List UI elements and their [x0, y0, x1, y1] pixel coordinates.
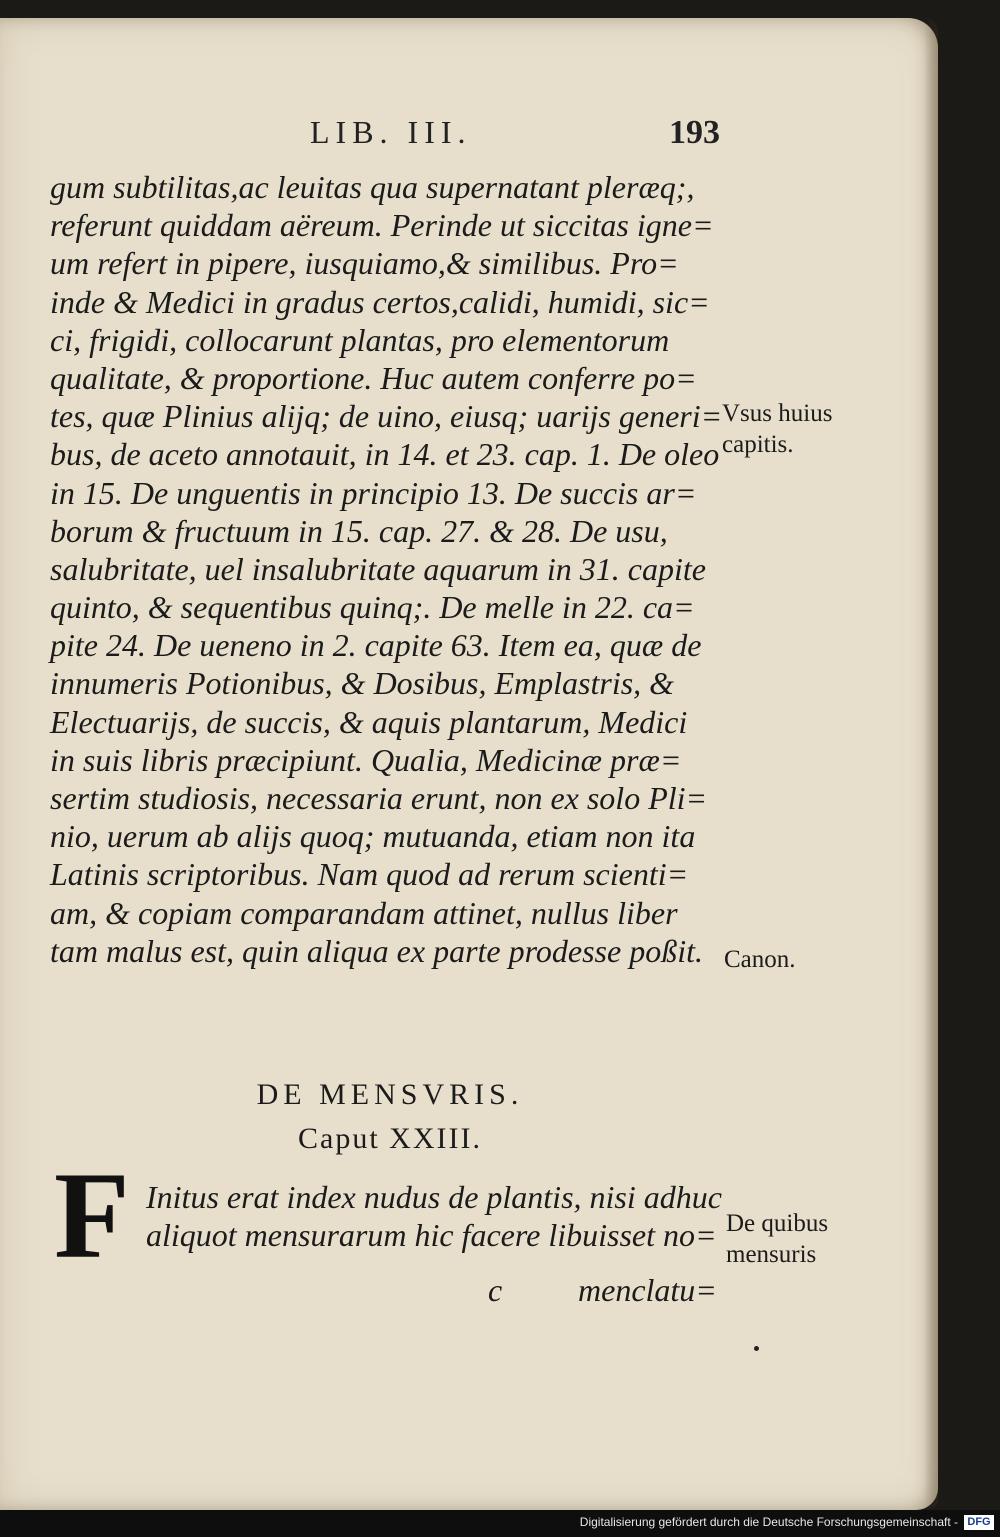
text-line: ci, frigidi, collocarunt plantas, pro elementorum — [50, 321, 670, 358]
signature-mark: c — [488, 1272, 503, 1308]
text-line: tam malus est, quin aliqua ex parte prodesse poßit. — [50, 932, 703, 969]
text-line: um refert in pipere, iusquiamo,& similibus. Pro= — [50, 245, 679, 282]
marginal-note-line: Vsus huius — [722, 400, 833, 427]
text-line: bus, de aceto annotauit, in 14. et 23. cap. 1. De oleo — [50, 436, 720, 473]
marginal-note-line: De quibus — [726, 1210, 829, 1237]
text-line: qualitate, & proportione. Huc autem conferre po= — [50, 359, 697, 396]
text-line: in suis libris præcipiunt. Qualia, Medicinæ præ= — [50, 741, 682, 778]
text-line: aliquot mensurarum hic facere libuisset no= — [146, 1217, 717, 1253]
text-line: am, & copiam comparandam attinet, nullus liber — [50, 894, 678, 931]
chapter-title: DE MENSVRIS. — [256, 1078, 524, 1111]
text-line: quinto, & sequentibus quinq;. De melle in 22. ca= — [50, 589, 695, 626]
text-line: borum & fructuum in 15. cap. 27. & 28. De usu, — [50, 512, 668, 549]
marginal-note-usus — [722, 398, 832, 460]
dfg-logo: DFG — [964, 1515, 994, 1530]
text-line: nio, uerum ab alijs quoq; mutuanda, etiam non ita — [50, 818, 696, 855]
text-line: referunt quiddam aëreum. Perinde ut siccitas igne= — [50, 207, 714, 244]
running-title: LIB. III. — [310, 114, 472, 150]
text-line: tes, quæ Plinius alijq; de uino, eiusq; uarijs generi= — [50, 398, 723, 435]
ink-dot — [754, 1346, 759, 1351]
digitization-footer — [0, 1510, 1000, 1537]
running-head — [310, 114, 720, 158]
page-number: 193 — [669, 114, 720, 151]
footer-credit: Digitalisierung gefördert durch die Deutsche Forschungsgemeinschaft - — [579, 1515, 958, 1529]
text-line: sertim studiosis, necessaria erunt, non ex solo Pli= — [50, 780, 708, 816]
chapter-text — [146, 1178, 726, 1254]
text-line: Electuarijs, de succis, & aquis plantarum, Medici — [50, 703, 688, 740]
marginal-note-line: Canon. — [724, 946, 796, 973]
page-edge-shadow — [924, 18, 938, 1510]
text-line: innumeris Potionibus, & Dosibus, Emplastris, & — [50, 665, 675, 702]
text-line: inde & Medici in gradus certos,calidi, humidi, sic= — [50, 283, 710, 320]
text-line: Latinis scriptoribus. Nam quod ad rerum scienti= — [50, 856, 689, 893]
text-line: Initus erat index nudus de plantis, nisi adhuc — [146, 1179, 722, 1215]
body-text — [50, 168, 730, 970]
chapter-number: Caput XXIII. — [298, 1122, 482, 1155]
text-line: gum subtilitas,ac leuitas qua supernatant pleræq;, — [50, 169, 695, 205]
text-line: in 15. De unguentis in principio 13. De succis ar= — [50, 474, 697, 511]
text-line: pite 24. De ueneno in 2. capite 63. Item ea, quæ de — [50, 627, 702, 664]
marginal-note-mensuris — [726, 1208, 828, 1270]
marginal-note-line: mensuris — [726, 1241, 817, 1268]
book-page — [0, 18, 938, 1510]
drop-cap-initial: F — [54, 1147, 130, 1284]
marginal-note-line: capitis. — [722, 431, 794, 458]
text-line: salubritate, uel insalubritate aquarum in 31. capite — [50, 550, 706, 587]
marginal-note-canon — [724, 944, 796, 975]
catchword: menclatu= — [578, 1272, 717, 1308]
